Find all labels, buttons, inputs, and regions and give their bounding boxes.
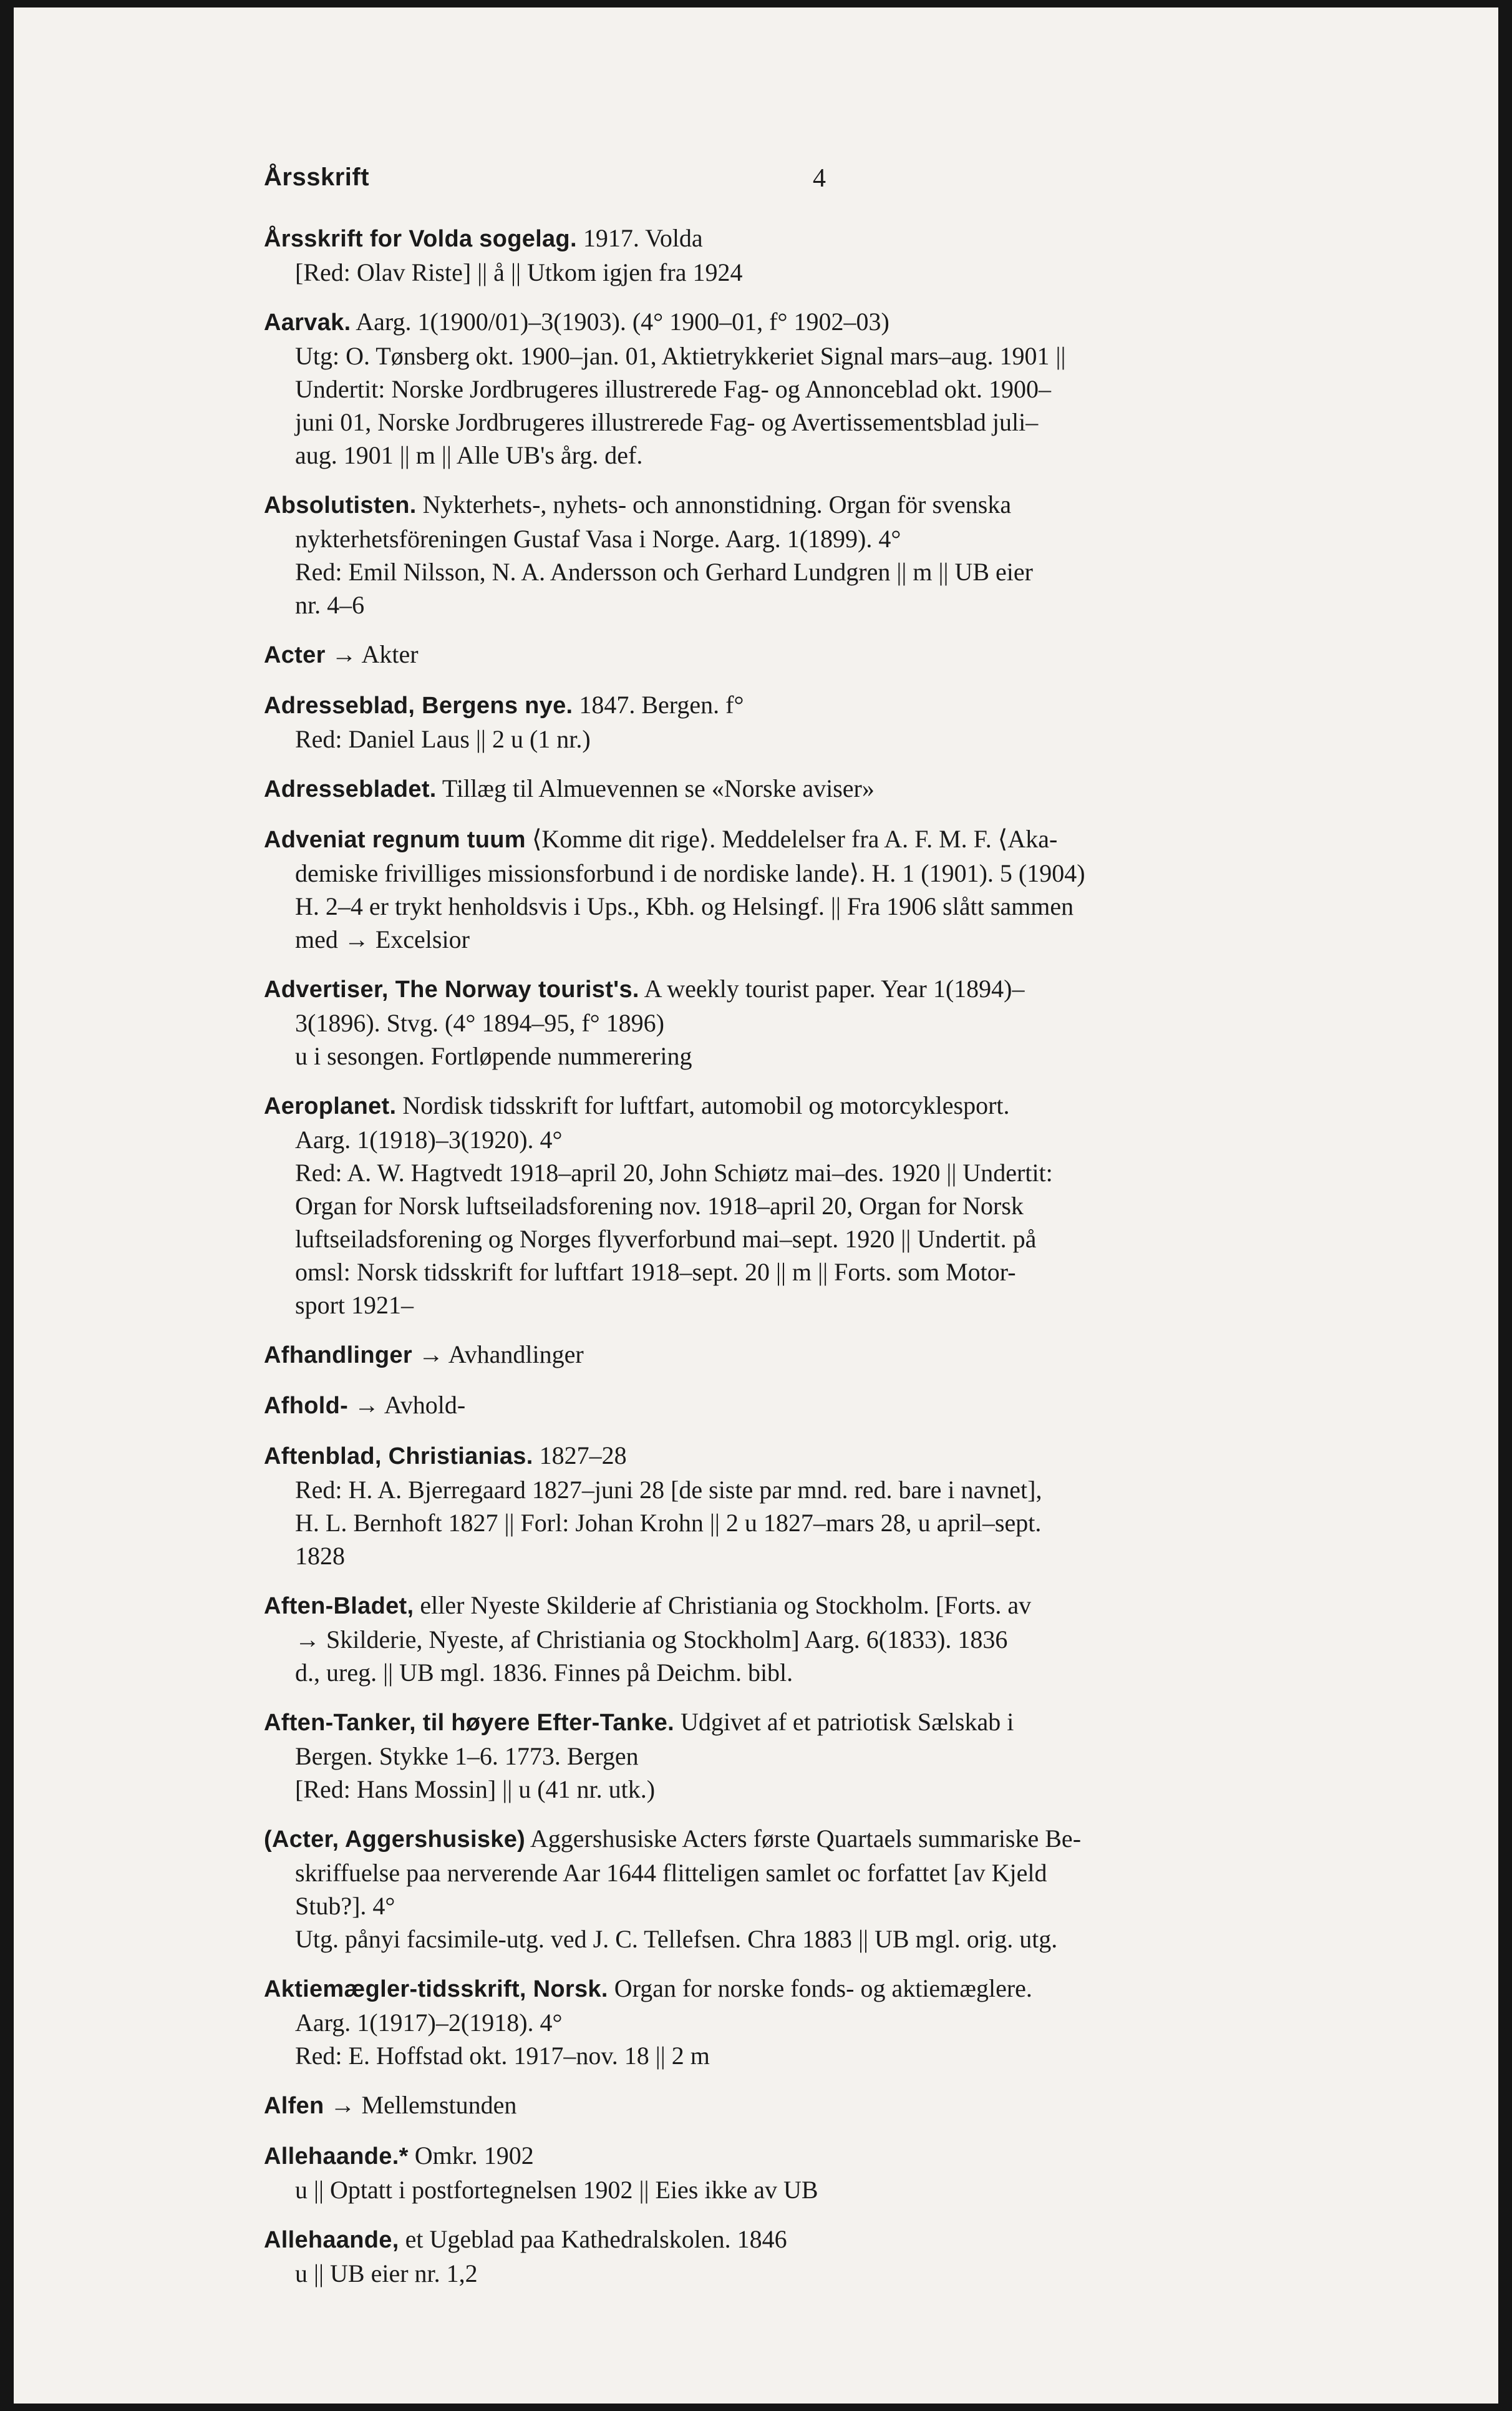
entry-headword: Adresseblad, Bergens nye. bbox=[264, 693, 573, 719]
entry-text: u || Optatt i postfortegnelsen 1902 || Eies ikke av UB bbox=[295, 2176, 818, 2204]
entry-first-line bbox=[264, 488, 1387, 522]
entry-text: 1917. Volda bbox=[576, 224, 703, 252]
entry-text: 3(1896). Stvg. (4° 1894–95, f° 1896) bbox=[295, 1009, 664, 1037]
entry-text: Utg: O. Tønsberg okt. 1900–jan. 01, Aktietrykkeriet Signal mars–aug. 1901 || bbox=[295, 342, 1066, 370]
entry-text: nykterhetsföreningen Gustaf Vasa i Norge. Aarg. 1(1899). 4° bbox=[295, 525, 901, 553]
entry-continuation-line bbox=[264, 1623, 1387, 1656]
entry-continuation-line bbox=[264, 1889, 1387, 1922]
entry-text: Organ for norske fonds- og aktiemæglere. bbox=[608, 1974, 1032, 2002]
entry-continuation-line bbox=[264, 1856, 1387, 1889]
entry-continuation-line bbox=[264, 555, 1387, 588]
bibliography-entry bbox=[264, 688, 1387, 756]
entry-text: eller Nyeste Skilderie af Christiania og Stockholm. [Forts. av bbox=[414, 1591, 1032, 1619]
entry-text: Bergen. Stykke 1–6. 1773. Bergen bbox=[295, 1742, 639, 1770]
entry-text: Tillæg til Almuevennen se «Norske aviser» bbox=[436, 774, 875, 802]
bibliography-entry bbox=[264, 2139, 1387, 2206]
entry-text: Nordisk tidsskrift for luftfart, automobil og motorcyklesport. bbox=[396, 1091, 1010, 1119]
entry-continuation-line bbox=[264, 1255, 1387, 1288]
entry-first-line bbox=[264, 2223, 1387, 2257]
entry-text: med → Excelsior bbox=[295, 925, 470, 953]
entry-list bbox=[264, 222, 1387, 2306]
entry-continuation-line bbox=[264, 522, 1387, 555]
bibliography-entry bbox=[264, 1439, 1387, 1572]
entry-text: H. 2–4 er trykt henholdsvis i Ups., Kbh. og Helsingf. || Fra 1906 slått sammen bbox=[295, 892, 1074, 920]
entry-continuation-line bbox=[264, 1006, 1387, 1040]
entry-text: ⟨Komme dit rige⟩. Meddelelser fra A. F. M. F. ⟨Aka- bbox=[525, 825, 1058, 853]
bibliography-entry bbox=[264, 488, 1387, 621]
entry-text: nr. 4–6 bbox=[295, 591, 365, 619]
entry-text: Aarg. 1(1917)–2(1918). 4° bbox=[295, 2009, 563, 2037]
entry-headword: Adveniat regnum tuum bbox=[264, 827, 526, 853]
entry-text: sport 1921– bbox=[295, 1291, 414, 1319]
entry-text: Nykterhets-, nyhets- och annonstidning. Organ för svenska bbox=[416, 490, 1012, 519]
entry-first-line bbox=[264, 2088, 1387, 2123]
entry-continuation-line bbox=[264, 1656, 1387, 1689]
entry-headword: Årsskrift for Volda sogelag. bbox=[264, 226, 577, 252]
entry-text: Red: Emil Nilsson, N. A. Andersson och Gerhard Lundgren || m || UB eier bbox=[295, 558, 1033, 586]
bibliography-entry bbox=[264, 1822, 1387, 1956]
entry-text: omsl: Norsk tidsskrift for luftfart 1918–sept. 20 || m || Forts. som Motor- bbox=[295, 1258, 1016, 1286]
entry-first-line bbox=[264, 1705, 1387, 1740]
entry-text: Undertit: Norske Jordbrugeres illustrerede Fag- og Annonceblad okt. 1900– bbox=[295, 375, 1051, 403]
entry-headword: Aarvak. bbox=[264, 309, 351, 336]
entry-continuation-line bbox=[264, 923, 1387, 956]
entry-text: Red: Daniel Laus || 2 u (1 nr.) bbox=[295, 725, 591, 753]
entry-text: A weekly tourist paper. Year 1(1894)– bbox=[639, 975, 1025, 1003]
entry-continuation-line bbox=[264, 256, 1387, 289]
bibliography-entry bbox=[264, 822, 1387, 956]
entry-headword: Advertiser, The Norway tourist's. bbox=[264, 977, 639, 1003]
entry-continuation-line bbox=[264, 373, 1387, 406]
entry-text: u || UB eier nr. 1,2 bbox=[295, 2259, 478, 2287]
entry-text: Aggershusiske Acters første Quartaels summariske Be- bbox=[525, 1824, 1082, 1853]
entry-headword: Alfen bbox=[264, 2093, 324, 2119]
entry-first-line bbox=[264, 822, 1387, 857]
entry-text: Utg. pånyi facsimile-utg. ved J. C. Tellefsen. Chra 1883 || UB mgl. orig. utg. bbox=[295, 1925, 1058, 1953]
entry-continuation-line bbox=[264, 1773, 1387, 1806]
bibliography-entry bbox=[264, 1972, 1387, 2072]
entry-text: → Skilderie, Nyeste, af Christiania og Stockholm] Aarg. 6(1833). 1836 bbox=[295, 1625, 1008, 1654]
entry-text: Aarg. 1(1918)–3(1920). 4° bbox=[295, 1126, 563, 1154]
entry-text: juni 01, Norske Jordbrugeres illustrerede Fag- og Avertissementsblad juli– bbox=[295, 408, 1039, 436]
entry-headword: (Acter, Aggershusiske) bbox=[264, 1826, 526, 1853]
bibliography-entry bbox=[264, 638, 1387, 672]
entry-first-line bbox=[264, 305, 1387, 339]
entry-headword: Aften-Bladet, bbox=[264, 1593, 414, 1619]
entry-headword: Absolutisten. bbox=[264, 492, 417, 519]
bibliography-entry bbox=[264, 222, 1387, 289]
entry-continuation-line bbox=[264, 1156, 1387, 1189]
entry-text: → Avhold- bbox=[348, 1391, 466, 1419]
entry-continuation-line bbox=[264, 1288, 1387, 1322]
entry-text: [Red: Hans Mossin] || u (41 nr. utk.) bbox=[295, 1775, 656, 1803]
entry-headword: Aktiemægler-tidsskrift, Norsk. bbox=[264, 1976, 608, 2002]
entry-first-line bbox=[264, 772, 1387, 806]
entry-text: → Mellemstunden bbox=[324, 2091, 517, 2119]
entry-text: H. L. Bernhoft 1827 || Forl: Johan Krohn || 2 u 1827–mars 28, u april–sept. bbox=[295, 1509, 1042, 1537]
entry-continuation-line bbox=[264, 2257, 1387, 2290]
bibliography-entry bbox=[264, 772, 1387, 806]
entry-text: skriffuelse paa nerverende Aar 1644 flitteligen samlet oc forfattet [av Kjeld bbox=[295, 1859, 1047, 1887]
entry-continuation-line bbox=[264, 1123, 1387, 1156]
entry-text: → Avhandlinger bbox=[412, 1340, 584, 1368]
entry-text: Organ for Norsk luftseiladsforening nov. 1918–april 20, Organ for Norsk bbox=[295, 1192, 1024, 1220]
entry-continuation-line bbox=[264, 723, 1387, 756]
bibliography-entry bbox=[264, 2088, 1387, 2123]
entry-text: d., ureg. || UB mgl. 1836. Finnes på Deichm. bibl. bbox=[295, 1658, 793, 1687]
entry-continuation-line bbox=[264, 890, 1387, 923]
entry-continuation-line bbox=[264, 1040, 1387, 1073]
entry-text: [Red: Olav Riste] || å || Utkom igjen fra 1924 bbox=[295, 258, 743, 286]
bibliography-entry bbox=[264, 972, 1387, 1073]
bibliography-entry bbox=[264, 1589, 1387, 1689]
entry-headword: Allehaande, bbox=[264, 2227, 399, 2253]
entry-continuation-line bbox=[264, 1189, 1387, 1222]
entry-text: Omkr. 1902 bbox=[408, 2141, 534, 2170]
entry-continuation-line bbox=[264, 1740, 1387, 1773]
entry-text: Aarg. 1(1900/01)–3(1903). (4° 1900–01, f° 1902–03) bbox=[351, 308, 889, 336]
entry-continuation-line bbox=[264, 1506, 1387, 1539]
entry-text: demiske frivilliges missionsforbund i de nordiske lande⟩. H. 1 (1901). 5 (1904) bbox=[295, 859, 1085, 887]
entry-text: Red: H. A. Bjerregaard 1827–juni 28 [de siste par mnd. red. bare i navnet], bbox=[295, 1476, 1042, 1504]
entry-headword: Adressebladet. bbox=[264, 776, 437, 802]
entry-continuation-line bbox=[264, 1222, 1387, 1255]
entry-text: 1828 bbox=[295, 1542, 345, 1570]
entry-text: Red: A. W. Hagtvedt 1918–april 20, John Schiøtz mai–des. 1920 || Undertit: bbox=[295, 1159, 1053, 1187]
entry-first-line bbox=[264, 688, 1387, 723]
entry-continuation-line bbox=[264, 339, 1387, 373]
bibliography-entry bbox=[264, 305, 1387, 472]
entry-continuation-line bbox=[264, 1922, 1387, 1956]
entry-headword: Allehaande.* bbox=[264, 2143, 409, 2170]
entry-first-line bbox=[264, 638, 1387, 672]
entry-text: u i sesongen. Fortløpende nummerering bbox=[295, 1042, 692, 1070]
entry-continuation-line bbox=[264, 1539, 1387, 1572]
page-number: 4 bbox=[813, 164, 826, 193]
entry-text: et Ugeblad paa Kathedralskolen. 1846 bbox=[399, 2225, 787, 2253]
bibliography-entry bbox=[264, 2223, 1387, 2290]
entry-continuation-line bbox=[264, 439, 1387, 472]
entry-first-line bbox=[264, 1338, 1387, 1372]
bibliography-entry bbox=[264, 1338, 1387, 1372]
entry-first-line bbox=[264, 222, 1387, 256]
entry-continuation-line bbox=[264, 588, 1387, 621]
entry-first-line bbox=[264, 1439, 1387, 1473]
entry-headword: Aften-Tanker, til høyere Efter-Tanke. bbox=[264, 1710, 674, 1736]
entry-headword: Aeroplanet. bbox=[264, 1093, 397, 1119]
entry-first-line bbox=[264, 1972, 1387, 2006]
bibliography-entry bbox=[264, 1705, 1387, 1806]
entry-headword: Aftenblad, Christianias. bbox=[264, 1443, 533, 1469]
entry-text: Udgivet af et patriotisk Sælskab i bbox=[674, 1708, 1014, 1736]
entry-first-line bbox=[264, 1388, 1387, 1423]
entry-headword: Acter bbox=[264, 642, 326, 668]
entry-first-line bbox=[264, 1089, 1387, 1123]
entry-text: luftseiladsforening og Norges flyverforbund mai–sept. 1920 || Undertit. på bbox=[295, 1225, 1037, 1253]
bibliography-entry bbox=[264, 1388, 1387, 1423]
entry-continuation-line bbox=[264, 857, 1387, 890]
bibliography-entry bbox=[264, 1089, 1387, 1322]
entry-text: Red: E. Hoffstad okt. 1917–nov. 18 || 2 m bbox=[295, 2042, 710, 2070]
entry-continuation-line bbox=[264, 406, 1387, 439]
entry-first-line bbox=[264, 2139, 1387, 2173]
page-header bbox=[264, 163, 1199, 207]
entry-text: 1827–28 bbox=[533, 1441, 627, 1469]
entry-headword: Afhandlinger bbox=[264, 1342, 412, 1368]
entry-continuation-line bbox=[264, 1473, 1387, 1506]
entry-text: Stub?]. 4° bbox=[295, 1892, 395, 1920]
entry-first-line bbox=[264, 1822, 1387, 1856]
entry-continuation-line bbox=[264, 2006, 1387, 2039]
entry-continuation-line bbox=[264, 2039, 1387, 2072]
running-head: Årsskrift bbox=[264, 163, 370, 191]
entry-headword: Afhold- bbox=[264, 1393, 349, 1419]
entry-text: 1847. Bergen. f° bbox=[573, 691, 744, 719]
entry-first-line bbox=[264, 972, 1387, 1006]
entry-text: aug. 1901 || m || Alle UB's årg. def. bbox=[295, 441, 643, 469]
entry-first-line bbox=[264, 1589, 1387, 1623]
entry-continuation-line bbox=[264, 2173, 1387, 2206]
entry-text: → Akter bbox=[325, 640, 419, 668]
